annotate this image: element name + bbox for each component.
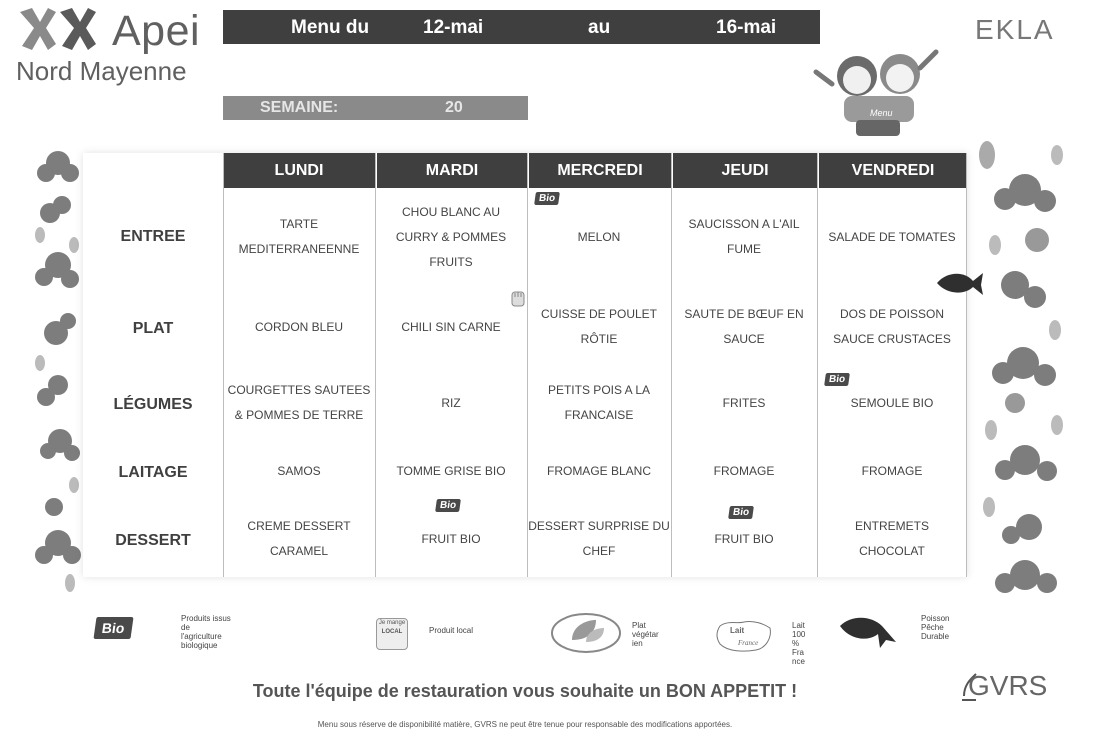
legend-line: nce xyxy=(792,657,805,666)
legend-fish-text xyxy=(921,614,949,641)
dish-line: DOS DE POISSON xyxy=(839,307,944,321)
dish-line: FROMAGE xyxy=(713,463,775,478)
dish-line: FRITES xyxy=(722,395,766,410)
column-divider xyxy=(966,153,967,577)
week-label: SEMAINE: xyxy=(260,99,339,116)
apei-logo-text: Apei xyxy=(112,7,201,55)
legend-local-icon-line: Je mange xyxy=(378,620,406,626)
date-between: au xyxy=(588,17,611,38)
dish-line: CUISSE DE POULET xyxy=(540,307,658,321)
legend-bio-text xyxy=(181,614,231,650)
dish-line: & POMMES DE TERRE xyxy=(234,408,364,422)
ekla-logo: EKLA xyxy=(975,14,1055,45)
date-to: 16-mai xyxy=(716,17,777,38)
bon-appetit-message: Toute l'équipe de restauration vous souhaite un BON APPETIT ! xyxy=(252,681,798,701)
legend-line: Produits issus xyxy=(181,614,231,623)
dish-line: FROMAGE xyxy=(861,463,923,478)
legend-local-icon-line: LOCAL xyxy=(381,629,403,635)
legend-line: Poisson xyxy=(921,614,950,623)
dish-line: SEMOULE BIO xyxy=(850,395,934,410)
menu-cell-plat-jeudi xyxy=(671,287,817,367)
menu-cell-entree-mercredi xyxy=(526,197,672,277)
local-produce-icon xyxy=(511,289,525,307)
column-divider xyxy=(375,153,376,577)
dish-line: TARTE xyxy=(279,217,319,231)
legend-line: Fra xyxy=(792,648,804,657)
legend-local-text: Produit local xyxy=(429,626,474,635)
menu-cell-entree-mardi xyxy=(378,197,524,277)
column-divider xyxy=(223,153,224,577)
dish-line: FUME xyxy=(726,242,761,256)
menu-cell-entree-vendredi xyxy=(819,197,965,277)
row-label-dessert: DESSERT xyxy=(115,532,191,549)
dish-line: CHEF xyxy=(582,544,616,558)
dish-line: FRANCAISE xyxy=(564,408,634,422)
dish-line: FRUIT BIO xyxy=(421,531,481,546)
week-number: 20 xyxy=(445,99,463,116)
bio-badge-icon: Bio xyxy=(824,373,850,386)
column-divider xyxy=(817,153,818,577)
menu-date-banner xyxy=(223,10,820,44)
legend-milk-icon-label: Lait xyxy=(730,626,745,635)
dish-line: RIZ xyxy=(441,395,461,410)
dish-line: PETITS POIS A LA xyxy=(547,383,651,397)
dish-line: FRUIT BIO xyxy=(714,531,774,546)
legend-vegetarian-icon xyxy=(550,612,622,654)
menu-cell-entree-lundi xyxy=(226,197,372,277)
dish-line: CHOCOLAT xyxy=(859,544,925,558)
legend-veg-text xyxy=(632,621,659,648)
dish-line: CHILI SIN CARNE xyxy=(401,319,501,334)
bio-badge-icon: Bio xyxy=(534,192,560,205)
bio-badge-icon: Bio xyxy=(435,499,461,512)
dish-line: CURRY & POMMES xyxy=(395,229,507,244)
menu-label: Menu du xyxy=(291,17,370,38)
legend-line: ien xyxy=(632,639,643,648)
menu-cell-plat-mardi xyxy=(378,287,524,367)
legend-line: l'agriculture xyxy=(181,632,222,641)
dish-line: RÔTIE xyxy=(580,332,618,346)
menu-cell-plat-vendredi xyxy=(819,287,965,367)
legend-line: % xyxy=(792,639,800,648)
menu-cell-plat-lundi xyxy=(226,287,372,367)
dish-line: FRUITS xyxy=(429,254,473,269)
disclaimer-text: Menu sous réserve de disponibilité matière, GVRS ne peut être tenue pour responsable des modifications apportées. xyxy=(317,720,733,729)
dish-line: SAMOS xyxy=(277,463,321,478)
legend-milk-france-icon xyxy=(714,618,774,654)
menu-cell-dessert-mercredi xyxy=(526,499,672,579)
legend-local-icon xyxy=(376,618,408,650)
menu-cell-entree-jeudi xyxy=(671,197,817,277)
legend-line: biologique xyxy=(181,641,218,650)
dish-line: DESSERT SURPRISE DU xyxy=(528,519,670,533)
menu-cell-dessert-vendredi xyxy=(819,499,965,579)
legend-milk-icon-label: France xyxy=(738,639,759,647)
legend-line: Lait xyxy=(792,621,805,630)
bio-badge-icon: Bio xyxy=(728,506,754,519)
kids-mascot-illustration xyxy=(812,44,942,144)
legend-line: Plat xyxy=(632,621,646,630)
day-header-jeudi: JEUDI xyxy=(673,153,817,188)
apei-logo-mark xyxy=(18,6,98,52)
menu-table xyxy=(83,153,967,577)
legend-milk-text xyxy=(792,621,805,666)
week-banner xyxy=(223,96,528,120)
menu-cell-dessert-lundi xyxy=(226,499,372,579)
apei-logo-subtitle: Nord Mayenne xyxy=(16,56,187,86)
menu-cell-plat-mercredi xyxy=(526,287,672,367)
dish-line: CHOU BLANC AU xyxy=(401,204,501,219)
day-header-mardi: MARDI xyxy=(377,153,527,188)
dish-line: TOMME GRISE BIO xyxy=(396,463,506,478)
dish-line: MEDITERRANEENNE xyxy=(238,242,360,256)
right-flower-decoration xyxy=(975,135,1070,595)
day-header-mercredi: MERCREDI xyxy=(529,153,671,188)
dish-line: CORDON BLEU xyxy=(254,319,343,334)
dish-line: SAUTE DE BŒUF EN xyxy=(684,307,804,321)
legend-line: Pêche xyxy=(921,623,944,632)
legend-line: 100 xyxy=(792,630,806,639)
row-label-legumes: LÉGUMES xyxy=(113,396,193,413)
dish-line: ENTREMETS xyxy=(854,519,929,533)
dish-line: MELON xyxy=(577,229,621,244)
legend-line: Durable xyxy=(921,632,950,641)
legend-bio-badge-icon: Bio xyxy=(93,617,133,639)
date-from: 12-mai xyxy=(423,17,484,38)
dish-line: SALADE DE TOMATES xyxy=(828,229,956,244)
row-label-entree: ENTREE xyxy=(120,228,186,245)
day-header-vendredi: VENDREDI xyxy=(819,153,967,188)
row-label-laitage: LAITAGE xyxy=(118,464,188,481)
mascot-menu-text: Menu xyxy=(870,108,893,118)
dish-line: COURGETTES SAUTEES xyxy=(227,383,371,397)
legend-fish-icon xyxy=(838,612,900,650)
legend-line: de xyxy=(181,623,190,632)
dish-line: CARAMEL xyxy=(269,544,328,558)
day-header-lundi: LUNDI xyxy=(223,153,375,188)
dish-line: SAUCE xyxy=(723,332,765,346)
legend-line: végétar xyxy=(632,630,659,639)
gvrs-logo: GVRS xyxy=(968,670,1048,701)
fish-icon xyxy=(935,269,985,297)
dish-line: FROMAGE BLANC xyxy=(546,463,651,478)
dish-line: SAUCISSON A L'AIL xyxy=(688,217,800,231)
row-label-plat: PLAT xyxy=(132,320,174,337)
dish-line: CREME DESSERT xyxy=(247,519,351,533)
dish-line: SAUCE CRUSTACES xyxy=(833,332,951,346)
left-flower-decoration xyxy=(30,145,85,595)
